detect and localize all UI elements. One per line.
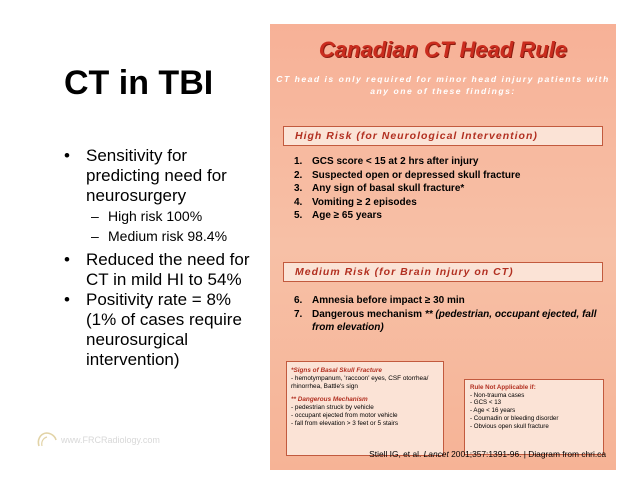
sub-bullet-item [64,206,264,226]
bullet-text: Sensitivity for predicting need for neurosurgery [86,146,227,205]
bullet-text: Positivity rate = 8% (1% of cases require neurosurgical intervention) [86,290,242,369]
sub-bullet-item [64,226,264,246]
not-applicable-header: Rule Not Applicable if: [470,384,536,391]
criterion-item: 3. Any sign of basal skull fracture* [294,183,465,195]
criterion-item: 4. Vomiting ≥ 2 episodes [294,196,417,208]
criterion-item: 2. Suspected open or depressed skull fracture [294,169,521,181]
criterion-item: 7. Dangerous mechanism ** (pedestrian, occupant ejected, fall from elevation) [294,308,597,334]
criterion-item: 5. Age ≥ 65 years [294,210,382,222]
criterion-item: 6. Amnesia before impact ≥ 30 min [294,295,465,306]
bullet-item [64,146,264,206]
sub-bullet-dash: – [91,208,99,224]
exclusion-line: - Non-trauma cases [470,391,525,399]
canadian-ct-head-rule-image [270,24,616,470]
footnote-box [286,361,444,456]
watermark-logo [36,431,160,449]
bullet-text: Reduced the need for CT in mild HI to 54% [86,250,250,289]
exclusion-line: - Age < 16 years [470,407,516,415]
sub-bullet-dash: – [91,228,99,244]
mechanism-header: ** Dangerous Mechanism [291,396,368,403]
logo-icon [36,431,58,449]
high-risk-list [294,155,610,223]
logo-text: www.FRCRadiology.com [61,435,160,445]
medium-risk-header: Medium Risk (for Brain Injury on CT) [283,262,603,282]
medium-risk-list [294,294,610,335]
criterion-item: 1. GCS score < 15 at 2 hrs after injury [294,156,479,167]
bullet-list [64,146,264,370]
footnote-line: - occupant ejected from motor vehicle [291,412,398,419]
bullet-item [64,290,264,370]
footnote-line: - pedestrian struck by vehicle [291,404,374,411]
not-applicable-box [464,379,604,455]
basal-fracture-header: *Signs of Basal Skull Fracture [291,367,382,374]
footnote-line: - fall from elevation > 3 feet or 5 stairs [291,420,399,427]
citation: Stiell IG, et al. Lancet 2001;357:1391-96. | Diagram from chri.ca [369,449,606,459]
slide-title: CT in TBI [64,64,214,102]
high-risk-header: High Risk (for Neurological Intervention) [283,126,603,146]
bullet-dot: • [64,290,70,309]
rule-title: Canadian CT Head Rule [318,37,568,62]
bullet-dot: • [64,146,70,165]
exclusion-line: - GCS < 13 [470,399,502,407]
rule-intro: CT head is only required for minor head injury patients with any one of these findings: [276,74,610,96]
exclusion-line: - Coumadin or bleeding disorder [470,414,559,422]
sub-bullet-text: High risk 100% [108,208,203,224]
exclusion-line: - Obvious open skull fracture [470,422,549,430]
footnote-line: rhinorrhea, Battle's sign [291,383,358,390]
footnote-line: - hemotympanum, 'raccoon' eyes, CSF otorrhea/ [291,375,429,382]
sub-bullet-text: Medium risk 98.4% [108,228,228,244]
bullet-item [64,250,264,290]
bullet-dot: • [64,250,70,269]
